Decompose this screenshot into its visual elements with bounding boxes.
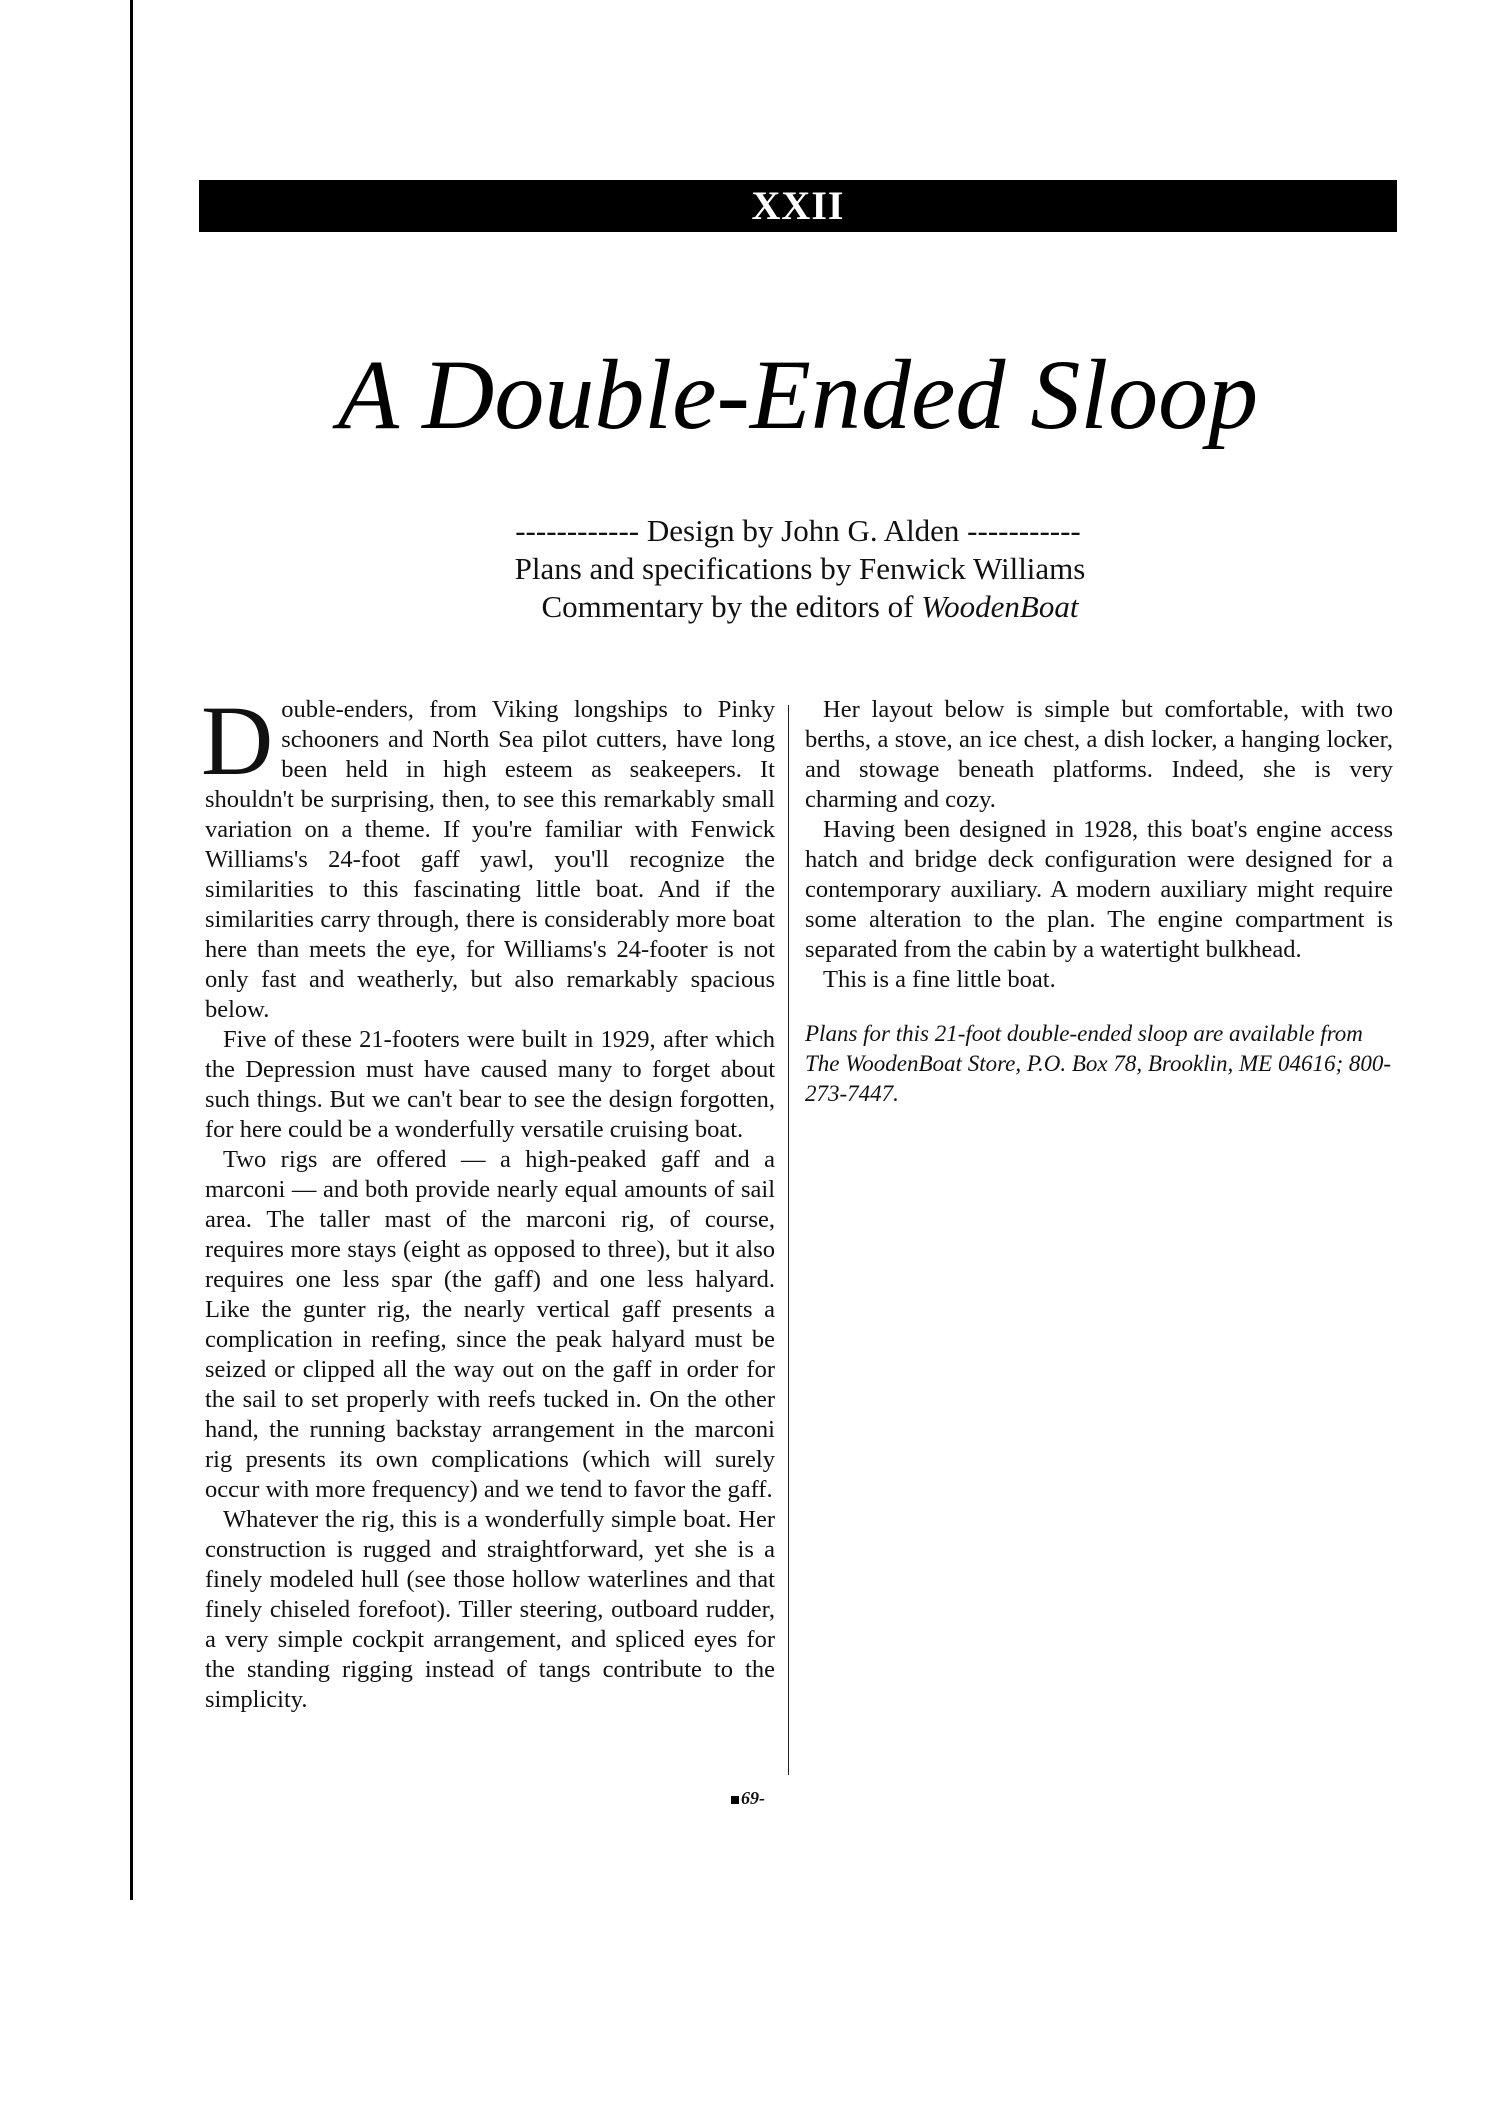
binding-rule [130, 0, 133, 1900]
right-paragraph-3: This is a fine little boat. [823, 966, 1056, 993]
left-paragraph-1-text: ouble-enders, from Viking longships to Pinky schooners and North Sea pilot cutters, have long been held in high esteem as seakeepers. It shouldn't be surprising, then, to see this remarkably small variation on a theme. If you're familiar with Fenwick Williams's 24-foot gaff yawl, you'll recognize the similarities to this fascinating little boat. And if the similarities carry through, there is considerably more boat here than meets the eye, for Williams's 24-footer is not only fast and weatherly, but also remarkably spacious below. [205, 696, 775, 1023]
chapter-number: XXII [751, 183, 845, 228]
left-paragraph-1 [201, 685, 775, 1025]
folio-square-icon [731, 1796, 739, 1804]
design-credit: ------------ Design by John G. Alden ----------- [515, 513, 1081, 548]
plans-credit: Plans and specifications by Fenwick Williams [514, 551, 1086, 586]
commentary-credit [300, 588, 1296, 626]
credits-block [300, 512, 1296, 626]
drop-cap: D [201, 685, 274, 796]
publication-name: WoodenBoat [921, 589, 1079, 624]
page-folio [700, 1788, 796, 1809]
column-divider [788, 705, 789, 1775]
commentary-prefix: Commentary by the editors of [541, 589, 922, 624]
page-title: A Double-Ended Sloop [337, 339, 1259, 450]
right-column [805, 695, 1393, 1109]
left-paragraph-3: Two rigs are offered — a high-peaked gaff and a marconi — and both provide nearly equal amounts of sail area. The taller mast of the marconi rig, of course, requires more stays (eight as opposed to three), but it also requires one less spar (the gaff) and one less halyard. Like the gunter rig, the nearly vertical gaff presents a complication in reefing, since the peak halyard must be seized or clipped all the way out on the gaff in order for the sail to set properly with reefs tucked in. On the other hand, the running backstay arrangement in the marconi rig presents its own complications (which will surely occur with more frequency) and we tend to favor the gaff. [205, 1146, 775, 1503]
left-paragraph-2: Five of these 21-footers were built in 1929, after which the Depression must have caused many to forget about such things. But we can't bear to see the design forgotten, for here could be a wonderfully versatile cruising boat. [205, 1026, 775, 1143]
chapter-number-bar [199, 180, 1397, 232]
plans-availability-note: Plans for this 21-foot double-ended sloop are available from The WoodenBoat Store, P.O. Box 78, Brooklin, ME 04616; 800-273-7447. [805, 1021, 1392, 1106]
left-column [201, 685, 775, 1715]
right-paragraph-1: Her layout below is simple but comfortable, with two berths, a stove, an ice chest, a dish locker, a hanging locker, and stowage beneath platforms. Indeed, she is very charming and cozy. [805, 696, 1393, 813]
left-paragraph-4: Whatever the rig, this is a wonderfully simple boat. Her construction is rugged and straightforward, yet she is a finely modeled hull (see those hollow waterlines and that finely chiseled forefoot). Tiller steering, outboard rudder, a very simple cockpit arrangement, and spliced eyes for the standing rigging instead of tangs contribute to the simplicity. [205, 1506, 775, 1713]
right-paragraph-2: Having been designed in 1928, this boat's engine access hatch and bridge deck configuration were designed for a contemporary auxiliary. A modern auxiliary might require some alteration to the plan. The engine compartment is separated from the cabin by a watertight bulkhead. [805, 816, 1393, 963]
page-number: 69- [741, 1788, 765, 1808]
